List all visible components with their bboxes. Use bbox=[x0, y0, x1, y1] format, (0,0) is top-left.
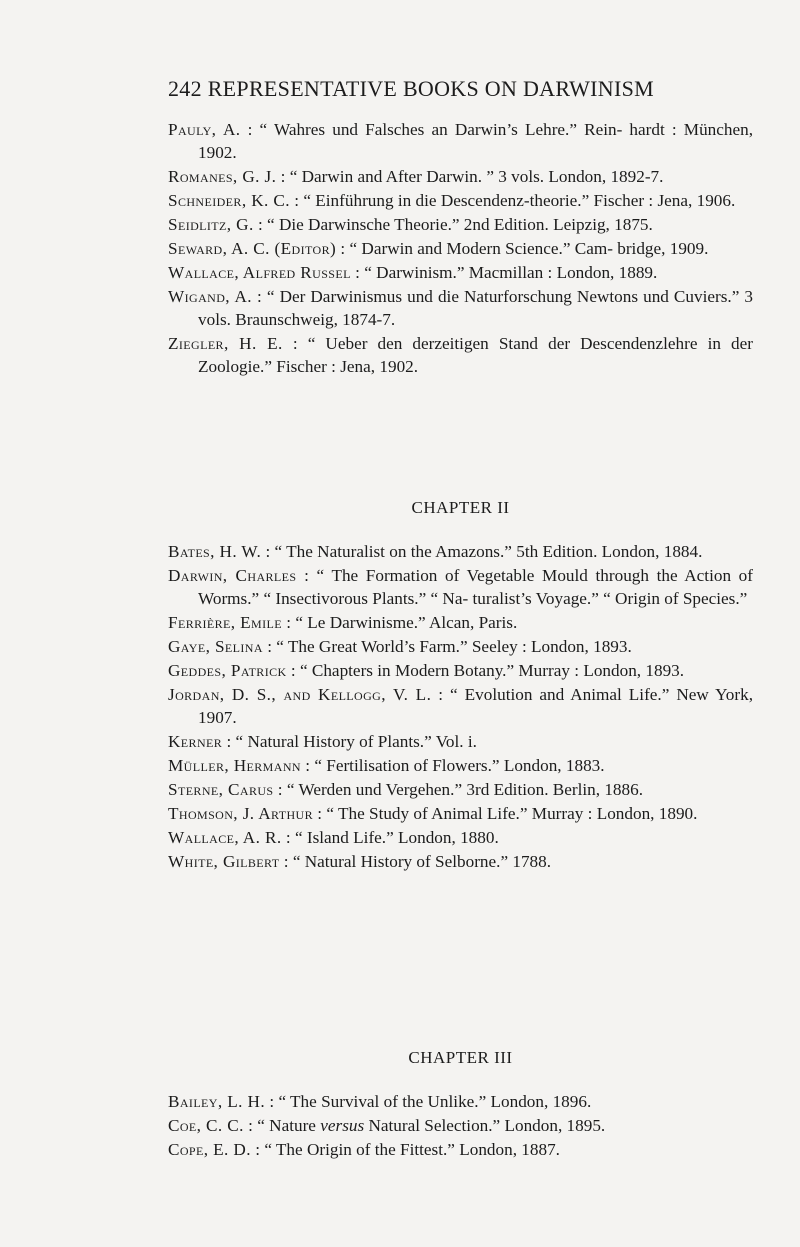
bibliography-entry: Seidlitz, G. : “ Die Darwinsche Theorie.” 2nd Edition. Leipzig, 1875. bbox=[168, 215, 653, 234]
bibliography-entry: Pauly, A. : “ Wahres und Falsches an Darwin’s Lehre.” Rein- hardt : München, 1902. bbox=[168, 120, 753, 162]
bibliography-entry: Müller, Hermann : “ Fertilisation of Flowers.” London, 1883. bbox=[168, 756, 605, 775]
running-head: 242 REPRESENTATIVE BOOKS ON DARWINISM bbox=[168, 76, 655, 101]
bibliography-entry: Kerner : “ Natural History of Plants.” Vol. i. bbox=[168, 732, 477, 751]
bibliography-entry: Geddes, Patrick : “ Chapters in Modern Botany.” Murray : London, 1893. bbox=[168, 661, 685, 680]
bibliography-entry: White, Gilbert : “ Natural History of Selborne.” 1788. bbox=[168, 852, 552, 871]
bibliography-entry: Ferrière, Emile : “ Le Darwinisme.” Alcan, Paris. bbox=[168, 613, 518, 632]
bibliography-entry: Seward, A. C. (Editor) : “ Darwin and Modern Science.” Cam- bridge, 1909. bbox=[168, 239, 709, 258]
chapter-heading: CHAPTER II bbox=[411, 498, 510, 517]
bibliography-entry: Schneider, K. C. : “ Einführung in die Descendenz-theorie.” Fischer : Jena, 1906. bbox=[168, 191, 736, 210]
bibliography-entry: Bailey, L. H. : “ The Survival of the Unlike.” London, 1896. bbox=[168, 1092, 592, 1111]
bibliography-section-3 bbox=[168, 1090, 753, 1162]
bibliography-entry: Jordan, D. S., and Kellogg, V. L. : “ Evolution and Animal Life.” New York, 1907. bbox=[168, 685, 754, 727]
bibliography-entry: Bates, H. W. : “ The Naturalist on the Amazons.” 5th Edition. London, 1884. bbox=[168, 542, 703, 561]
chapter-heading: CHAPTER III bbox=[408, 1048, 513, 1067]
bibliography-entry: Coe, C. C. : “ Nature versus Natural Selection.” London, 1895. bbox=[168, 1116, 606, 1135]
bibliography-entry: Wigand, A. : “ Der Darwinismus und die Naturforschung Newtons und Cuviers.” 3 vols. Braunschweig, 1874-7. bbox=[168, 287, 753, 329]
bibliography-entry: Thomson, J. Arthur : “ The Study of Animal Life.” Murray : London, 1890. bbox=[168, 804, 698, 823]
bibliography-entry: Cope, E. D. : “ The Origin of the Fittest.” London, 1887. bbox=[168, 1140, 560, 1159]
bibliography-entry: Darwin, Charles : “ The Formation of Vegetable Mould through the Action of Worms.” “ Insectivorous Plants.” “ Na- turalist’s Voyage.” “ Origin of Species.” bbox=[168, 566, 753, 608]
bibliography-entry: Sterne, Carus : “ Werden und Vergehen.” 3rd Edition. Berlin, 1886. bbox=[168, 780, 644, 799]
bibliography-section-1 bbox=[168, 118, 753, 379]
bibliography-entry: Wallace, Alfred Russel : “ Darwinism.” Macmillan : London, 1889. bbox=[168, 263, 658, 282]
bibliography-entry: Ziegler, H. E. : “ Ueber den derzeitigen Stand der Descendenzlehre in der Zoologie.” Fischer : Jena, 1902. bbox=[168, 334, 754, 376]
bibliography-entry: Wallace, A. R. : “ Island Life.” London, 1880. bbox=[168, 828, 499, 847]
bibliography-entry: Romanes, G. J. : “ Darwin and After Darwin. ” 3 vols. London, 1892-7. bbox=[168, 167, 664, 186]
bibliography-section-2 bbox=[168, 540, 753, 874]
bibliography-entry: Gaye, Selina : “ The Great World’s Farm.” Seeley : London, 1893. bbox=[168, 637, 632, 656]
